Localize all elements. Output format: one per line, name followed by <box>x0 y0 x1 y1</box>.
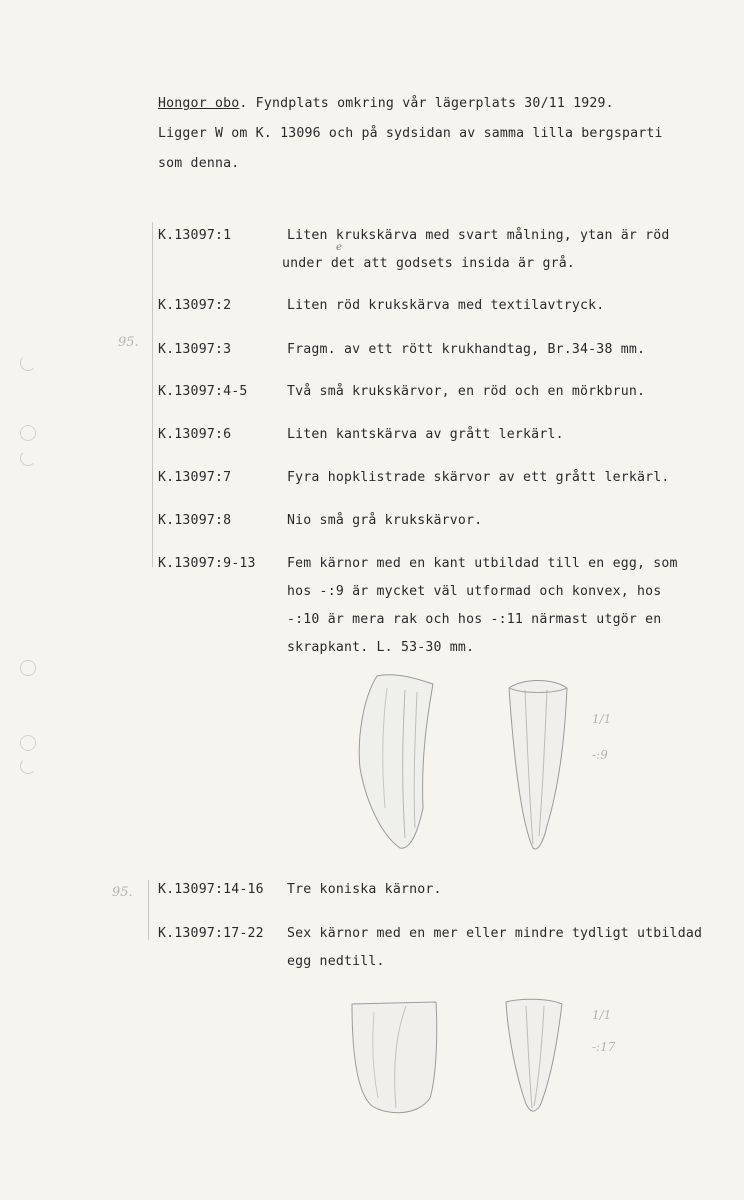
entry-id: K.13097:2 <box>158 298 232 313</box>
entry-text: Sex kärnor med en mer eller mindre tydligt utbildad <box>287 926 703 941</box>
entry-id: K.13097:6 <box>158 427 232 442</box>
entry-text: Två små krukskärvor, en röd och en mörkbrun. <box>287 384 646 399</box>
entry-id: K.13097:8 <box>158 513 232 528</box>
margin-bracket <box>148 880 149 940</box>
entry-id: K.13097:14-16 <box>158 882 264 897</box>
header-line-3: som denna. <box>158 156 240 171</box>
punch-hole-icon <box>20 355 36 371</box>
entry-id: K.13097:9-13 <box>158 556 256 571</box>
entry-text: Liten röd krukskärva med textilavtryck. <box>287 298 605 313</box>
entry-text: hos -:9 är mycket väl utformad och konvex, hos <box>287 584 662 599</box>
header-line-1-rest: . Fyndplats omkring vår lägerplats 30/11 1929. <box>239 96 614 111</box>
entry-text: Nio små grå krukskärvor. <box>287 513 483 528</box>
figure-label: -:9 <box>592 748 608 762</box>
scale-note: 1/1 <box>592 712 612 726</box>
entry-id: K.13097:7 <box>158 470 232 485</box>
punch-hole-icon <box>20 660 36 676</box>
punch-hole-icon <box>20 735 36 751</box>
margin-bracket <box>152 222 153 567</box>
entry-text: skrapkant. L. 53-30 mm. <box>287 640 475 655</box>
entry-text: -:10 är mera rak och hos -:11 närmast utgör en <box>287 612 662 627</box>
figure-label: -:17 <box>592 1040 616 1054</box>
punch-hole-icon <box>20 450 36 466</box>
core-sketch-side <box>355 668 445 854</box>
entry-text: Fyra hopklistrade skärvor av ett grått lerkärl. <box>287 470 670 485</box>
header-line-2: Ligger W om K. 13096 och på sydsidan av samma lilla bergsparti <box>158 126 663 141</box>
entry-id: K.13097:4-5 <box>158 384 248 399</box>
entry-text: egg nedtill. <box>287 954 385 969</box>
core-sketch-front <box>500 996 570 1116</box>
entry-id: K.13097:1 <box>158 228 232 243</box>
entry-id: K.13097:3 <box>158 342 232 357</box>
margin-note: 95. <box>118 335 139 350</box>
core-sketch-side <box>348 998 444 1118</box>
header-line-1 <box>158 96 614 111</box>
entry-text: Tre koniska kärnor. <box>287 882 442 897</box>
scale-note: 1/1 <box>592 1008 612 1022</box>
punch-hole-icon <box>20 758 36 774</box>
punch-hole-icon <box>20 425 36 441</box>
entry-text: under det att godsets insida är grå. <box>282 256 576 271</box>
entry-text: Fem kärnor med en kant utbildad till en egg, som <box>287 556 678 571</box>
core-sketch-front <box>503 676 575 856</box>
site-name: Hongor obo <box>158 96 240 111</box>
margin-note: 95. <box>112 885 133 900</box>
entry-text: Liten kantskärva av grått lerkärl. <box>287 427 564 442</box>
entry-text: Fragm. av ett rött krukhandtag, Br.34-38 mm. <box>287 342 646 357</box>
entry-text: Liten krukskärva med svart målning, ytan är röd <box>287 228 670 243</box>
entry-id: K.13097:17-22 <box>158 926 264 941</box>
correction-mark: e <box>336 242 342 253</box>
